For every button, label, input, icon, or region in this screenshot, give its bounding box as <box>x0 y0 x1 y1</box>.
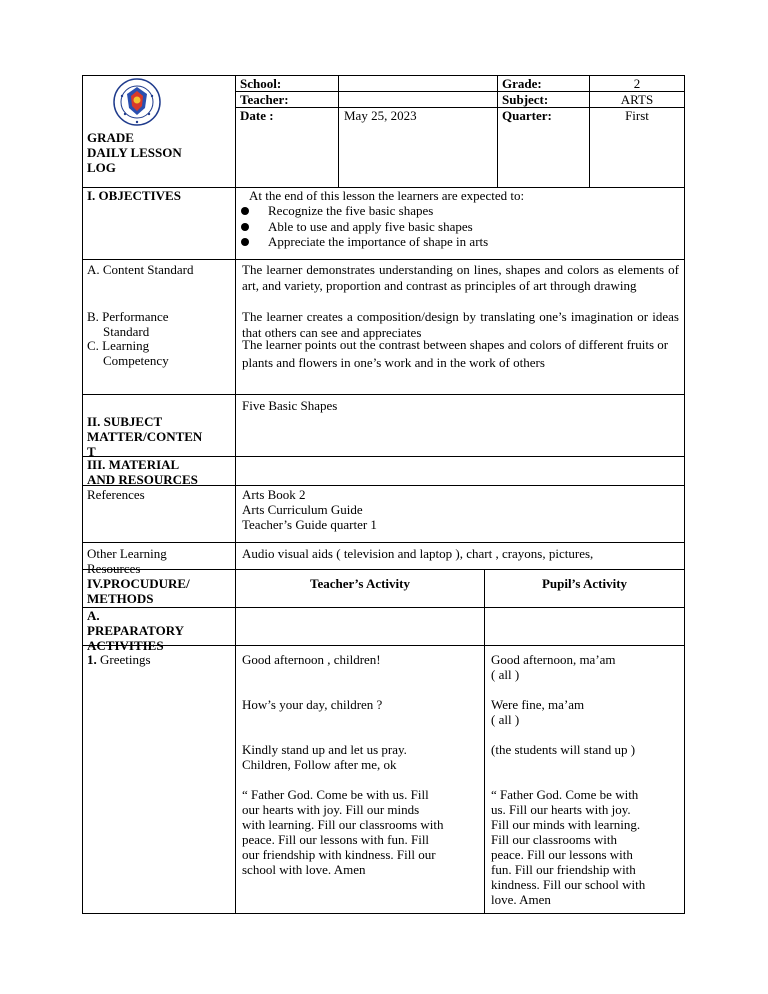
teacher-line: Kindly stand up and let us pray. <box>242 742 407 757</box>
pupil-line: ( all ) <box>491 667 520 682</box>
bullet-icon <box>241 207 249 215</box>
date-value: May 25, 2023 <box>344 108 417 123</box>
quarter-label: Quarter: <box>502 108 552 123</box>
page: School: Teacher: Date : May 25, 2023 Grade: Subject: Quarter: 2 ARTS First GRADE DAILY LESSON LOG I. OBJECTIVES At the end of this lesson the learners are expected to: Recognize the five basic shapes Able to use and apply five basic shapes Appreciate the importance of shape in arts A. Content Standard The learner demonstrates understanding on lines, shapes and colors as elements of art, and variety, proportion and contrast as principles of art through drawing B. Performance Standard The learner creates a composition/design by translating one’s imagination or ideas that others can see and appreciates C. Learning Competency The learner points out the contrast between shapes and colors of different fruits or plants and flowers in one’s work and in the work of others II. SUBJECT MATTER/CONTEN T Five Basic Shapes III. MATERIAL AND RESOURCES References Arts Book 2 Arts Curriculum Guide Teacher’s Guide quarter 1 Other Learning Resources Audio visual aids ( television and laptop ), chart , crayons, pictures, IV.PROCUDURE/ METHODS Teacher’s Activity Pupil’s Activity A. PREPARATORY ACTIVITIES 1. Greetings Good afternoon , children! Good afternoon, ma’am ( all ) How’s your day, children ? Were fine, ma’am ( all ) Kindly stand up and let us pray. Children, Follow after me, ok (the students will stand up ) “ Father God. Come be with us. Fill our hearts with joy. Fill our minds with learning. Fill our classrooms with peace. Fill our lessons with fun. Fill our friendship with kindness. Fill our school with love. Amen “ Father God. Come be with us. Fill our hearts with joy. Fill our minds with learning. Fill our classrooms with peace. Fill our lessons with fun. Fill our friendship with kindness. Fill our school with love. Amen <box>0 0 768 994</box>
references-label: References <box>87 487 145 502</box>
date-label: Date : <box>240 108 274 123</box>
list-item: Able to use and apply five basic shapes <box>268 219 473 234</box>
deped-seal-logo <box>113 78 161 126</box>
subject-label: Subject: <box>502 92 549 107</box>
bullet-icon <box>241 223 249 231</box>
learning-competency-text: The learner points out the contrast between shapes and colors of different fruits or plants and flowers in one’s work and in the work of others <box>242 337 669 370</box>
pupil-line: ( all ) <box>491 712 520 727</box>
grade-label: Grade: <box>502 76 542 91</box>
subject-matter-value: Five Basic Shapes <box>242 398 338 413</box>
content-standard-text: The learner demonstrates understanding on lines, shapes and colors as elements of art, and variety, proportion and contrast as principles of art through drawing <box>242 262 679 293</box>
objectives-intro: At the end of this lesson the learners are expected to: <box>249 188 525 203</box>
grade-value: 2 <box>633 76 641 91</box>
quarter-value: First <box>625 108 649 123</box>
teacher-line: How’s your day, children ? <box>242 697 383 712</box>
list-item: Appreciate the importance of shape in arts <box>268 234 489 249</box>
pupil-line: Were fine, ma’am <box>491 697 585 712</box>
teacher-label: Teacher: <box>240 92 289 107</box>
subject-value: ARTS <box>620 92 654 107</box>
pupil-line: Good afternoon, ma’am <box>491 652 616 667</box>
teacher-activity-header: Teacher’s Activity <box>309 576 410 591</box>
content-standard-label: A. Content Standard <box>87 262 194 277</box>
list-item: Teacher’s Guide quarter 1 <box>242 517 377 532</box>
greetings-label: 1. Greetings <box>87 652 151 667</box>
school-label: School: <box>240 76 282 91</box>
teacher-line: Good afternoon , children! <box>242 652 381 667</box>
pupil-activity-header: Pupil’s Activity <box>541 576 628 591</box>
list-item: Arts Curriculum Guide <box>242 502 363 517</box>
bullet-icon <box>241 238 249 246</box>
objectives-label: I. OBJECTIVES <box>87 188 181 203</box>
list-item: Arts Book 2 <box>242 487 306 502</box>
other-resources-value: Audio visual aids ( television and laptop ), chart , crayons, pictures, <box>242 546 594 561</box>
performance-standard-text: The learner creates a composition/design by translating one’s imagination or ideas that others can see and appreciates <box>242 309 679 340</box>
pupil-line: (the students will stand up ) <box>491 742 636 757</box>
teacher-line: Children, Follow after me, ok <box>242 757 397 772</box>
list-item: Recognize the five basic shapes <box>268 203 434 218</box>
